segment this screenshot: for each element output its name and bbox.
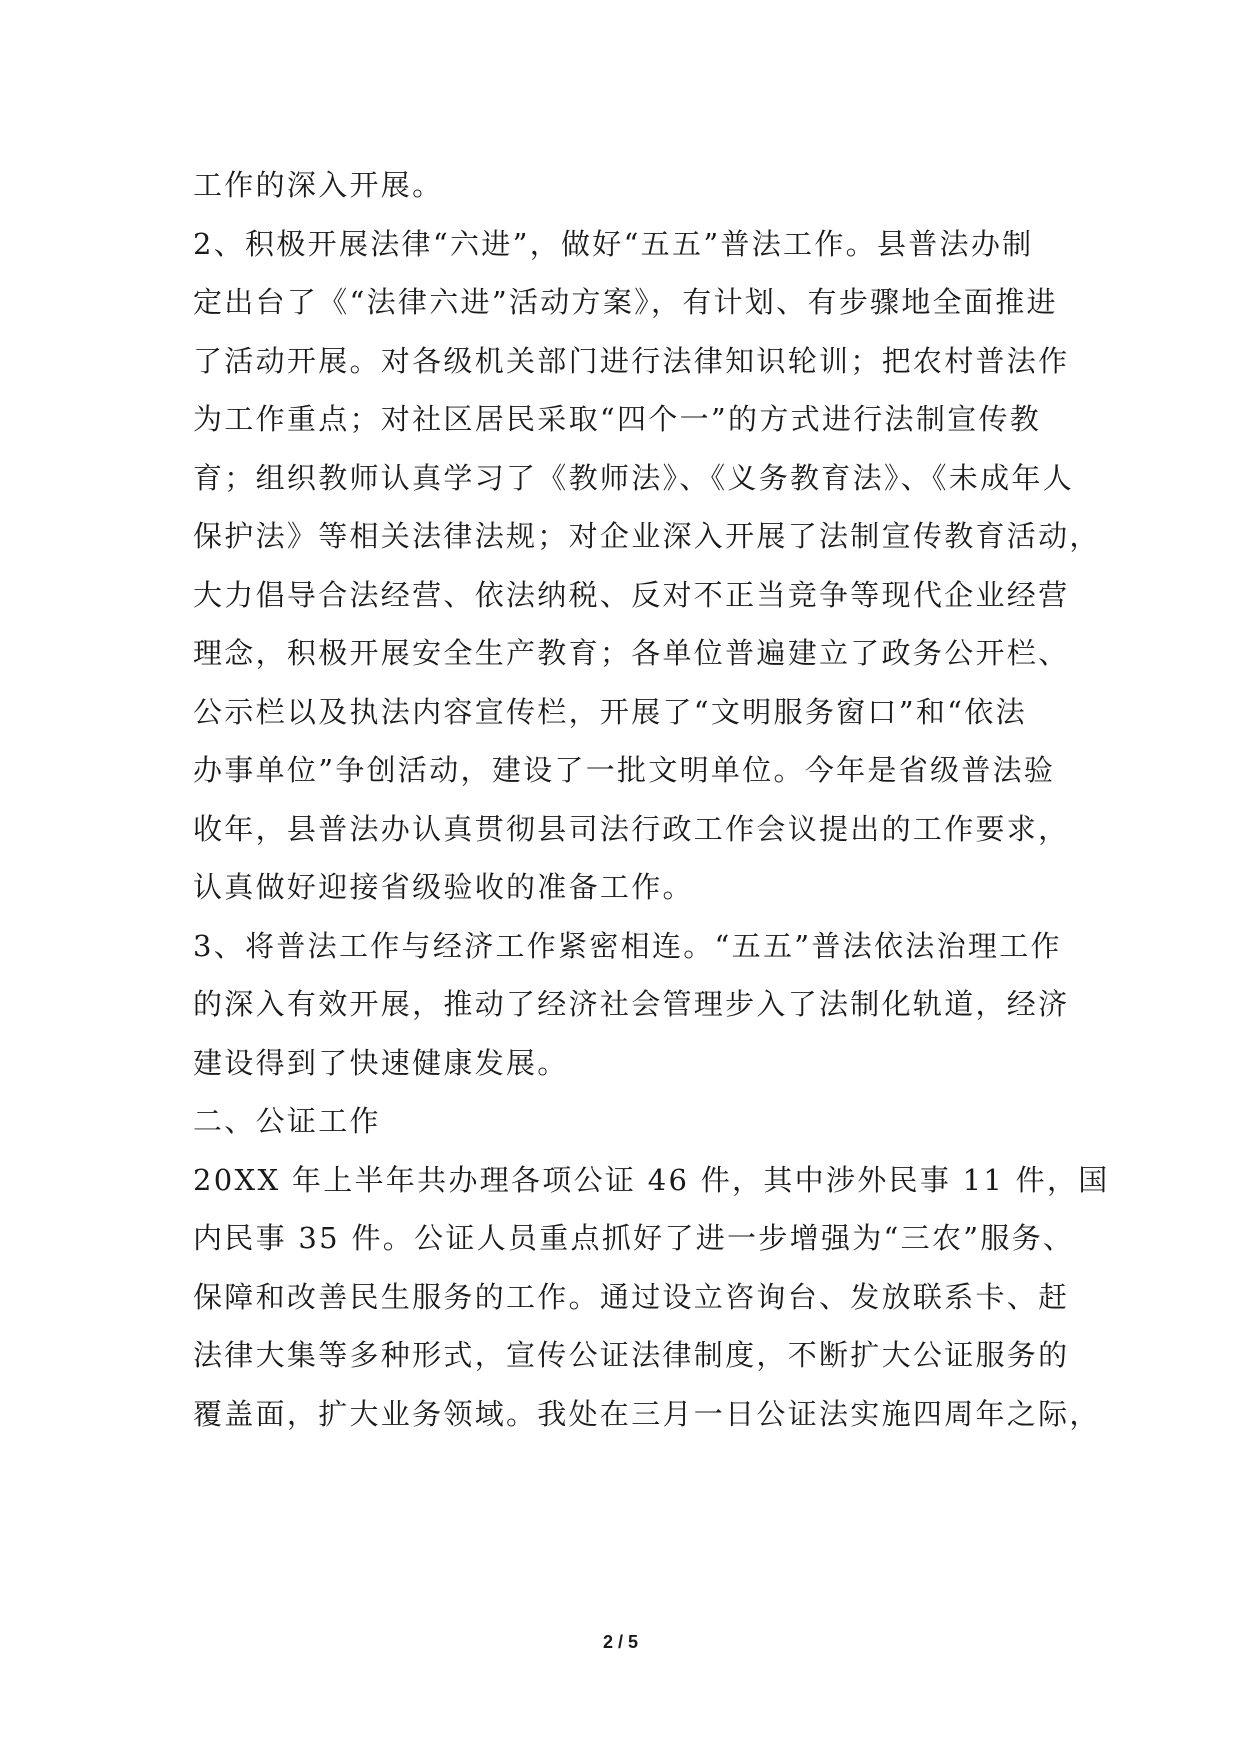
- section-heading: 二、公证工作: [193, 1104, 381, 1138]
- text-line: 为工作重点；对社区居民采取“四个一”的方式进行法制宣传教: [193, 402, 1042, 436]
- text-line: 理念，积极开展安全生产教育；各单位普遍建立了政务公开栏、: [193, 636, 1070, 670]
- text-line: 内民事 35 件。公证人员重点抓好了进一步增强为“三农”服务、: [193, 1221, 1075, 1255]
- body-text: [193, 156, 1110, 1443]
- text-line: 2、积极开展法律“六进”，做好“五五”普法工作。县普法办制: [193, 226, 1034, 261]
- text-line: 办事单位”争创活动，建设了一批文明单位。今年是省级普法验: [193, 753, 1056, 787]
- text-line: 法律大集等多种形式，宣传公证法律制度，不断扩大公证服务的: [193, 1338, 1070, 1372]
- text-line: 工作的深入开展。: [193, 168, 444, 202]
- text-line: 育；组织教师认真学习了《教师法》、《义务教育法》、《未成年人: [193, 460, 1075, 495]
- text-line: 3、将普法工作与经济工作紧密相连。“五五”普法依法治理工作: [193, 928, 1062, 963]
- text-line: 公示栏以及执法内容宣传栏，开展了“文明服务窗口”和“依法: [193, 694, 1027, 729]
- text-line: 定出台了《“法律六进”活动方案》，有计划、有步骤地全面推进: [193, 285, 1058, 319]
- text-line: 收年，县普法办认真贯彻县司法行政工作会议提出的工作要求，: [193, 811, 1070, 846]
- text-line: 建设得到了快速健康发展。: [193, 1045, 569, 1080]
- text-line: 大力倡导合法经营、依法纳税、反对不正当竞争等现代企业经营: [193, 577, 1070, 612]
- text-line: 认真做好迎接省级验收的准备工作。: [193, 870, 694, 904]
- text-line: 保护法》等相关法律法规；对企业深入开展了法制宣传教育活动，: [193, 519, 1101, 553]
- text-line: 的深入有效开展，推动了经济社会管理步入了法制化轨道，经济: [193, 987, 1070, 1021]
- text-line: 覆盖面，扩大业务领域。我处在三月一日公证法实施四周年之际，: [193, 1396, 1101, 1431]
- text-line: 了活动开展。对各级机关部门进行法律知识轮训；把农村普法作: [193, 343, 1070, 378]
- page-number: 2 / 5: [602, 1632, 639, 1652]
- text-line: 20XX 年上半年共办理各项公证 46 件，其中涉外民事 11 件，国: [193, 1162, 1110, 1197]
- text-line: 保障和改善民生服务的工作。通过设立咨询台、发放联系卡、赶: [193, 1279, 1070, 1314]
